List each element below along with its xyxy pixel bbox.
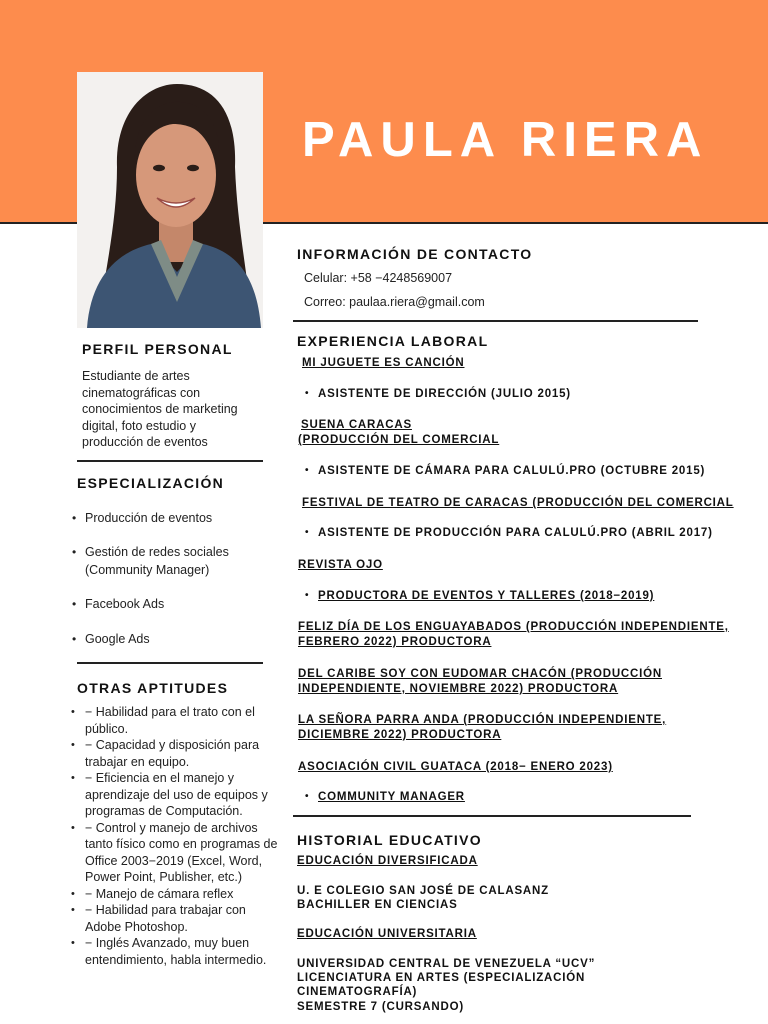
job-heading: REVISTA OJO	[298, 559, 383, 571]
education-heading: EDUCACIÓN UNIVERSITARIA	[297, 928, 477, 940]
job-heading: (PRODUCCIÓN DEL COMERCIAL	[298, 434, 500, 446]
educacion-title: HISTORIAL EDUCATIVO	[297, 832, 482, 848]
job-role: • ASISTENTE DE DIRECCIÓN (JULIO 2015)	[305, 388, 571, 400]
aptitudes-list	[71, 704, 281, 968]
aptitudes-title: OTRAS APTITUDES	[77, 680, 229, 696]
job-role: • COMMUNITY MANAGER	[305, 791, 465, 803]
bullet-icon: •	[71, 706, 75, 718]
bullet-icon: •	[71, 887, 75, 900]
job-heading: INDEPENDIENTE, NOVIEMBRE 2022) PRODUCTORA	[298, 683, 619, 695]
profile-photo-icon	[77, 72, 263, 328]
list-item: • − Habilidad para trabajar con Adobe Photoshop.	[71, 903, 246, 934]
job-heading: FELIZ DÍA DE LOS ENGUAYABADOS (PRODUCCIÓN INDEPENDIENTE,	[298, 621, 729, 633]
job-heading: LA SEÑORA PARRA ANDA (PRODUCCIÓN INDEPENDIENTE,	[298, 714, 667, 726]
list-item: • − Capacidad y disposición para trabajar en equipo.	[71, 738, 260, 769]
profile-photo	[77, 72, 263, 328]
email-text: Correo: paulaa.riera@gmail.com	[304, 295, 485, 309]
bullet-icon: •	[305, 465, 310, 476]
bullet-icon: •	[305, 791, 310, 802]
perfil-text: Estudiante de artes cinematográficas con conocimientos de marketing digital, foto estudio y producción de eventos	[82, 369, 238, 449]
bullet-icon: •	[305, 388, 310, 399]
job-heading: DEL CARIBE SOY CON EUDOMAR CHACÓN (PRODUCCIÓN	[298, 668, 662, 680]
bullet-icon: •	[72, 597, 77, 611]
bullet-icon: •	[71, 739, 75, 751]
bullet-icon: •	[71, 821, 75, 834]
degree-name: CINEMATOGRAFÍA)	[297, 986, 418, 998]
degree-name: BACHILLER EN CIENCIAS	[297, 899, 458, 911]
perfil-title: PERFIL PERSONAL	[82, 341, 233, 357]
job-heading: ASOCIACIÓN CIVIL GUATACA (2018− ENERO 2023)	[298, 761, 613, 773]
candidate-name: PAULA RIERA	[302, 113, 709, 167]
education-heading: EDUCACIÓN DIVERSIFICADA	[297, 855, 478, 867]
list-item: • − Control y manejo de archivos tanto físico como en programas de Office 2003−2019 (Excel, Word, Power Point, Publisher, etc.)	[71, 820, 278, 884]
list-item: • − Manejo de cámara reflex	[71, 886, 234, 901]
job-role: • ASISTENTE DE CÁMARA PARA CALULÚ.PRO (OCTUBRE 2015)	[305, 465, 706, 477]
school-name: U. E COLEGIO SAN JOSÉ DE CALASANZ	[297, 885, 549, 897]
perfil-divider	[77, 460, 263, 462]
especializacion-divider	[77, 662, 263, 664]
bullet-icon: •	[71, 937, 75, 949]
bullet-icon: •	[72, 511, 77, 525]
experiencia-divider	[293, 815, 691, 817]
job-heading: FEBRERO 2022) PRODUCTORA	[298, 636, 492, 648]
bullet-icon: •	[72, 545, 77, 559]
contacto-title: INFORMACIÓN DE CONTACTO	[297, 246, 533, 262]
job-role: • PRODUCTORA DE EVENTOS Y TALLERES (2018−2019)	[305, 590, 655, 602]
job-heading: FESTIVAL DE TEATRO DE CARACAS (PRODUCCIÓN DEL COMERCIAL	[302, 497, 734, 509]
bullet-icon: •	[71, 904, 75, 916]
job-role: • ASISTENTE DE PRODUCCIÓN PARA CALULÚ.PRO (ABRIL 2017)	[305, 527, 713, 539]
list-item: • − Inglés Avanzado, muy buen entendimiento, habla intermedio.	[71, 936, 267, 967]
degree-name: LICENCIATURA EN ARTES (ESPECIALIZACIÓN	[297, 972, 586, 984]
bullet-icon: •	[305, 527, 310, 538]
job-heading: DICIEMBRE 2022) PRODUCTORA	[298, 729, 502, 741]
list-item: • − Habilidad para el trato con el público.	[71, 705, 255, 736]
job-heading: MI JUGUETE ES CANCIÓN	[302, 357, 465, 369]
especializacion-title: ESPECIALIZACIÓN	[77, 475, 225, 491]
school-name: UNIVERSIDAD CENTRAL DE VENEZUELA “UCV”	[297, 958, 596, 970]
experiencia-title: EXPERIENCIA LABORAL	[297, 333, 489, 349]
phone-text: Celular: +58 −4248569007	[304, 271, 453, 285]
job-heading: SUENA CARACAS	[301, 419, 412, 431]
bullet-icon: •	[305, 590, 310, 601]
bullet-icon: •	[72, 632, 77, 646]
bullet-icon: •	[71, 772, 75, 784]
semester-status: SEMESTRE 7 (CURSANDO)	[297, 1001, 464, 1013]
contacto-divider	[293, 320, 698, 322]
list-item: • − Eficiencia en el manejo y aprendizaje del uso de equipos y programas de Computación.	[71, 771, 268, 818]
